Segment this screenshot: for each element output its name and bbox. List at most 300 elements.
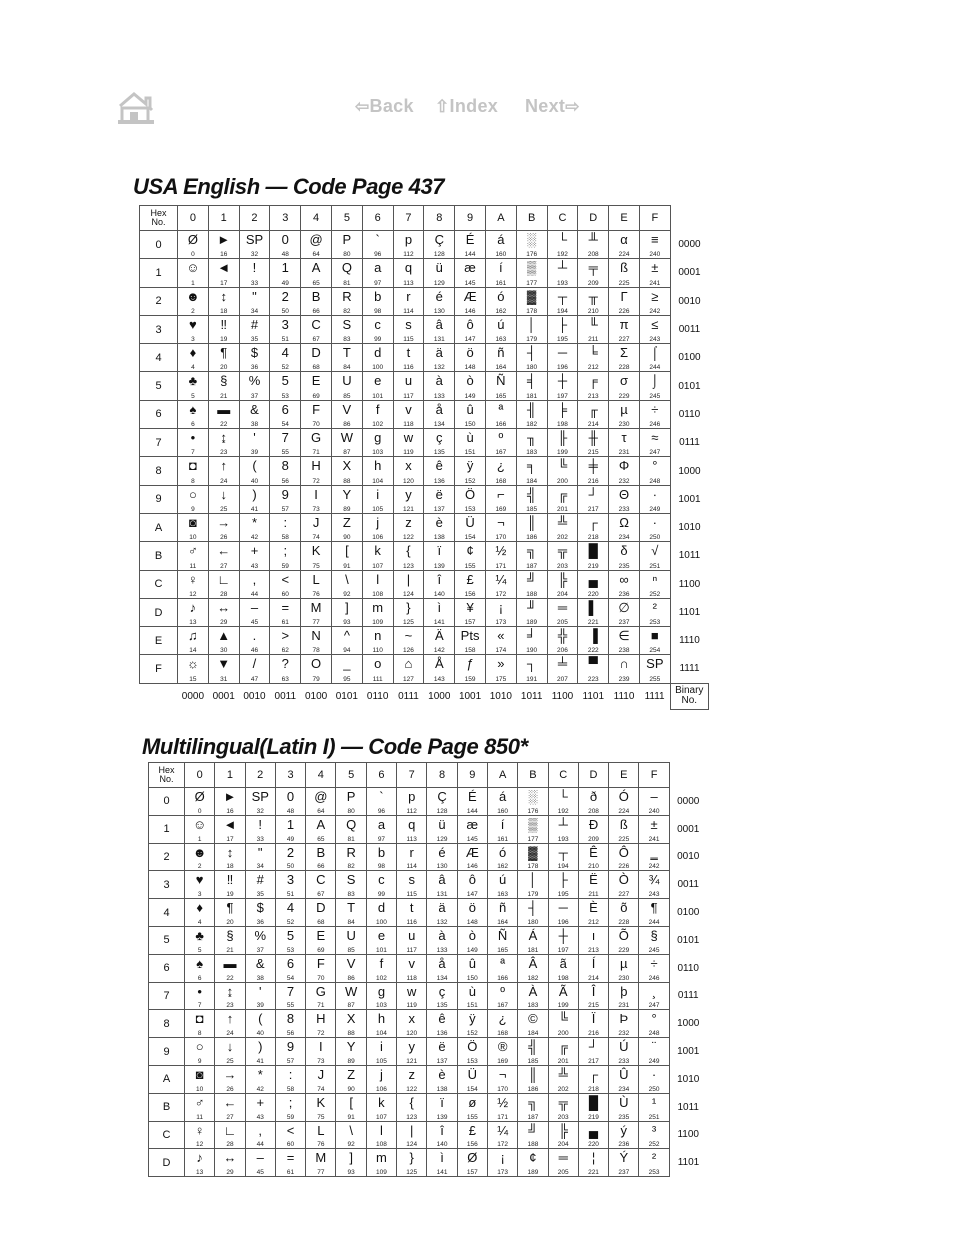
code-page-table [148, 762, 708, 1177]
character-glyph: – [650, 789, 658, 804]
decimal-code: 68 [312, 364, 320, 372]
decimal-code: 153 [464, 505, 476, 513]
decimal-code: 178 [527, 863, 539, 871]
character-cell [270, 598, 301, 626]
character-cell [516, 570, 547, 598]
character-cell [609, 843, 639, 871]
character-cell [485, 429, 516, 457]
character-glyph: Ñ [496, 373, 506, 389]
decimal-code: 18 [226, 863, 234, 871]
character-cell [487, 1065, 517, 1093]
decimal-code: 218 [588, 1085, 599, 1093]
character-cell [362, 429, 393, 457]
decimal-code: 19 [220, 336, 228, 344]
character-glyph: ▄ [588, 1122, 599, 1138]
character-cell [578, 259, 609, 287]
character-cell [485, 400, 516, 428]
decimal-code: 237 [618, 619, 630, 627]
decimal-code: 229 [618, 392, 630, 400]
character-cell [424, 655, 455, 683]
character-cell [457, 982, 487, 1010]
decimal-code: 132 [433, 364, 445, 372]
character-glyph: ¸ [651, 983, 657, 999]
character-cell [487, 954, 517, 982]
character-glyph: ☺ [186, 260, 200, 276]
character-cell [485, 231, 516, 259]
character-glyph: 0 [286, 789, 295, 804]
decimal-code: 185 [527, 1057, 539, 1065]
decimal-code: 59 [286, 1113, 295, 1121]
character-cell [578, 598, 609, 626]
character-glyph: à [438, 927, 446, 943]
column-hex-header: E [609, 206, 640, 231]
character-glyph: █ [588, 1094, 599, 1110]
character-glyph: « [497, 628, 505, 644]
character-glyph: ┤ [528, 900, 538, 916]
decimal-code: 124 [403, 590, 414, 598]
decimal-code: 70 [317, 974, 325, 982]
character-glyph: ¨ [651, 1039, 657, 1055]
decimal-code: 109 [376, 1169, 387, 1177]
character-cell [518, 926, 548, 954]
character-glyph: $ [250, 345, 259, 361]
column-hex-header: B [518, 763, 548, 788]
table-row [149, 1065, 708, 1093]
character-cell [547, 542, 578, 570]
character-cell [609, 627, 640, 655]
character-cell [487, 1149, 517, 1177]
character-glyph: m [372, 599, 384, 615]
character-cell [455, 372, 486, 400]
character-cell [178, 315, 209, 343]
decimal-code: 135 [436, 1002, 448, 1010]
character-glyph: SP [646, 656, 664, 672]
decimal-code: 244 [649, 364, 661, 372]
character-cell [301, 627, 332, 655]
character-glyph: Å [434, 656, 444, 672]
character-glyph: ( [258, 1011, 263, 1027]
character-glyph: b [377, 844, 386, 860]
character-glyph: u [408, 927, 416, 943]
character-glyph: l [379, 1122, 383, 1138]
character-cell [455, 231, 486, 259]
character-glyph: L [317, 1122, 325, 1138]
character-cell [547, 485, 578, 513]
character-glyph: Ê [589, 844, 598, 860]
character-cell [270, 287, 301, 315]
index-link[interactable] [435, 96, 498, 117]
decimal-code: 206 [557, 647, 568, 655]
character-glyph: ♪ [196, 1150, 203, 1166]
row-hex-header: 8 [149, 1010, 185, 1038]
character-cell [424, 315, 455, 343]
character-glyph: ↑ [226, 1011, 234, 1027]
character-cell [427, 871, 457, 899]
character-cell [336, 1121, 366, 1149]
decimal-code: 50 [281, 307, 289, 315]
decimal-code: 23 [220, 449, 228, 457]
decimal-code: 72 [312, 477, 320, 485]
table-row [149, 1121, 708, 1149]
decimal-code: 112 [406, 807, 417, 815]
character-glyph: ∙ [653, 486, 657, 502]
decimal-code: 140 [433, 590, 445, 598]
column-binary-label: 0100 [304, 691, 328, 702]
character-cell [306, 1149, 336, 1177]
character-glyph: ╗ [528, 1094, 538, 1110]
decimal-code: 32 [250, 251, 259, 259]
character-cell [578, 627, 609, 655]
character-cell [424, 231, 455, 259]
row-hex-header: 0 [149, 788, 185, 816]
character-cell [397, 899, 427, 927]
column-hex-header: E [609, 763, 639, 788]
character-cell [609, 1065, 639, 1093]
character-cell [366, 1065, 396, 1093]
character-glyph: └ [558, 789, 568, 804]
character-cell [336, 788, 366, 816]
decimal-code: 72 [317, 1030, 325, 1038]
column-hex-header: 7 [397, 763, 427, 788]
character-cell [547, 315, 578, 343]
character-glyph: ó [499, 844, 507, 860]
decimal-code: 28 [226, 1141, 234, 1149]
column-binary-label: 0110 [366, 691, 389, 702]
character-cell [487, 815, 517, 843]
decimal-code: 41 [250, 505, 259, 513]
back-arrow-icon: ⇦ [355, 97, 370, 116]
table-row [140, 344, 709, 372]
code-page-850-title: Multilingual(Latin I) — Code Page 850* [142, 734, 528, 759]
navigation-bar [0, 88, 954, 128]
character-glyph: p [404, 232, 413, 247]
table-row [140, 655, 709, 683]
character-glyph: F [316, 955, 325, 971]
character-glyph: T [347, 900, 356, 916]
column-hex-header: 7 [393, 206, 424, 231]
character-glyph: S [346, 872, 356, 888]
decimal-code: 133 [436, 946, 448, 954]
row-binary-label: 0100 [677, 907, 700, 919]
decimal-code: 50 [286, 863, 295, 871]
decimal-code: 67 [317, 891, 325, 899]
decimal-code: 176 [527, 807, 539, 815]
character-glyph: A [311, 260, 321, 276]
character-glyph: £ [466, 571, 474, 587]
character-cell [547, 287, 578, 315]
decimal-code: 20 [220, 364, 228, 372]
character-cell [457, 926, 487, 954]
character-glyph: . [252, 628, 257, 644]
character-cell [548, 1093, 578, 1121]
decimal-code: 95 [343, 675, 351, 683]
decimal-code: 57 [281, 505, 289, 513]
decimal-code: 213 [587, 392, 599, 400]
row-hex-header: 4 [140, 344, 178, 372]
decimal-code: 25 [226, 1057, 234, 1065]
character-glyph: # [256, 872, 264, 888]
character-glyph: y [408, 1039, 415, 1055]
character-cell [275, 899, 305, 927]
character-cell [208, 598, 239, 626]
character-glyph: X [346, 1011, 356, 1027]
decimal-code: 39 [256, 1002, 264, 1010]
next-label: Next [525, 96, 566, 116]
decimal-code: 90 [347, 1085, 355, 1093]
decimal-code: 6 [191, 421, 195, 429]
character-glyph: c [374, 316, 381, 332]
character-glyph: ╛ [527, 628, 537, 644]
character-glyph: ┐ [527, 656, 537, 672]
character-cell [516, 231, 547, 259]
character-cell [362, 259, 393, 287]
decimal-code: 25 [220, 505, 228, 513]
character-cell [578, 1093, 608, 1121]
character-cell [547, 259, 578, 287]
character-glyph: 5 [281, 373, 289, 389]
character-glyph: ) [258, 1039, 263, 1055]
decimal-code: 162 [497, 863, 509, 871]
character-glyph: ▲ [217, 628, 231, 644]
decimal-code: 29 [220, 619, 228, 627]
character-glyph: Ø [194, 789, 205, 804]
decimal-code: 53 [281, 392, 289, 400]
table-row [140, 570, 709, 598]
character-cell [609, 542, 640, 570]
character-glyph: Æ [463, 288, 477, 304]
decimal-code: 242 [649, 307, 661, 315]
character-cell [397, 843, 427, 871]
character-cell [366, 954, 396, 982]
character-cell [578, 1038, 608, 1066]
character-glyph: õ [620, 900, 628, 916]
character-cell [397, 1065, 427, 1093]
character-glyph: ╫ [588, 430, 598, 446]
decimal-code: 155 [464, 562, 476, 570]
decimal-code: 75 [317, 1113, 325, 1121]
decimal-code: 180 [526, 364, 538, 372]
decimal-code: 132 [436, 918, 448, 926]
decimal-code: 177 [526, 279, 538, 287]
decimal-code: 37 [256, 946, 264, 954]
decimal-code: 171 [497, 1113, 509, 1121]
decimal-code: 128 [433, 251, 445, 259]
character-cell [215, 1038, 245, 1066]
code-page-437-table-section [139, 205, 709, 710]
table-row [140, 315, 709, 343]
character-cell [485, 485, 516, 513]
home-icon[interactable] [116, 90, 156, 126]
character-glyph: D [311, 345, 321, 361]
decimal-code: 208 [588, 807, 599, 815]
character-cell [306, 815, 336, 843]
character-cell [578, 1121, 608, 1149]
decimal-code: 205 [557, 1169, 569, 1177]
decimal-code: 189 [526, 619, 538, 627]
character-glyph: # [250, 316, 259, 332]
character-glyph: è [438, 1066, 446, 1082]
decimal-code: 13 [196, 1169, 204, 1177]
character-glyph: s [405, 316, 412, 332]
decimal-code: 230 [618, 421, 630, 429]
row-binary-label: 1101 [678, 607, 701, 618]
decimal-code: 37 [250, 392, 259, 400]
character-glyph: x [405, 458, 412, 474]
decimal-code: 122 [406, 1085, 418, 1093]
decimal-code: 27 [220, 562, 228, 570]
character-cell [457, 815, 487, 843]
character-glyph: è [435, 514, 443, 530]
character-glyph: d [377, 900, 386, 916]
character-glyph: k [378, 1094, 385, 1110]
character-cell [393, 259, 424, 287]
character-cell [245, 1038, 275, 1066]
character-cell [185, 1149, 215, 1177]
decimal-code: 250 [648, 1085, 660, 1093]
decimal-code: 150 [464, 421, 476, 429]
next-link[interactable] [525, 96, 580, 117]
decimal-code: 12 [189, 590, 197, 598]
character-cell [366, 1121, 396, 1149]
character-glyph: ▀ [588, 656, 598, 672]
decimal-code: 148 [464, 364, 476, 372]
decimal-code: 51 [281, 336, 289, 344]
character-glyph: ø [468, 1094, 477, 1110]
character-cell [518, 788, 548, 816]
decimal-code: 162 [495, 307, 507, 315]
character-cell [301, 655, 332, 683]
character-glyph: ' [259, 983, 262, 999]
character-glyph: > [281, 628, 290, 644]
character-cell [215, 1121, 245, 1149]
character-glyph: ∟ [223, 1122, 237, 1138]
character-glyph: Θ [618, 486, 630, 502]
decimal-code: 202 [557, 1085, 569, 1093]
character-cell [185, 871, 215, 899]
decimal-code: 255 [649, 675, 661, 683]
character-cell [393, 457, 424, 485]
character-glyph: Ö [465, 486, 476, 502]
character-glyph: L [312, 571, 320, 587]
character-glyph: ▐ [588, 628, 598, 644]
character-cell [275, 926, 305, 954]
character-glyph: ░ [528, 789, 538, 804]
character-cell [609, 982, 639, 1010]
decimal-code: 220 [588, 1141, 599, 1149]
character-glyph: ë [435, 486, 443, 502]
character-cell [485, 542, 516, 570]
character-glyph: æ [466, 816, 479, 832]
character-cell [487, 871, 517, 899]
decimal-code: 9 [197, 1057, 202, 1065]
index-arrow-icon: ⇧ [435, 97, 450, 116]
character-glyph: â [435, 316, 443, 332]
character-glyph: ◙ [195, 1066, 204, 1082]
character-cell [485, 259, 516, 287]
decimal-code: 90 [343, 534, 351, 542]
character-cell [270, 400, 301, 428]
character-glyph: 8 [286, 1011, 295, 1027]
character-cell [301, 429, 332, 457]
row-binary-label: 0011 [677, 879, 699, 891]
character-cell [331, 570, 362, 598]
character-glyph: 6 [281, 401, 289, 417]
character-cell [239, 513, 270, 541]
decimal-code: 160 [495, 251, 507, 259]
character-cell [547, 598, 578, 626]
character-glyph: 1 [286, 816, 295, 832]
character-cell [270, 231, 301, 259]
decimal-code: 144 [466, 807, 478, 815]
character-glyph: ⁿ [652, 571, 658, 587]
character-cell [178, 231, 209, 259]
character-cell [393, 287, 424, 315]
back-link[interactable] [355, 96, 414, 117]
character-cell [424, 485, 455, 513]
character-cell [609, 1149, 639, 1177]
decimal-code: 52 [286, 918, 295, 926]
character-glyph: % [254, 927, 267, 943]
character-cell [185, 1038, 215, 1066]
character-glyph: ♥ [195, 872, 204, 888]
column-binary-label: 0000 [181, 691, 205, 702]
character-cell [424, 513, 455, 541]
decimal-code: 74 [312, 534, 320, 542]
character-cell [457, 1065, 487, 1093]
character-glyph: é [435, 288, 443, 304]
character-glyph: ∩ [619, 656, 629, 672]
character-glyph: ♠ [196, 955, 204, 971]
row-binary-label: 0011 [678, 324, 701, 336]
binary-no-label [670, 683, 708, 709]
decimal-code: 113 [406, 835, 417, 843]
character-cell [639, 1010, 669, 1038]
decimal-code: 205 [557, 619, 568, 627]
row-hex-header: A [140, 513, 178, 541]
character-cell [215, 982, 245, 1010]
decimal-code: 49 [281, 279, 289, 287]
column-hex-header: A [487, 763, 517, 788]
character-cell [455, 485, 486, 513]
character-cell [455, 287, 486, 315]
character-glyph: I [314, 486, 318, 502]
character-cell [427, 1065, 457, 1093]
character-glyph: / [252, 656, 257, 672]
decimal-code: 200 [557, 477, 568, 485]
character-glyph: ò [466, 373, 474, 389]
character-glyph: s [408, 872, 415, 888]
character-glyph: ╬ [557, 628, 568, 644]
character-cell [487, 982, 517, 1010]
character-glyph: [ [349, 1094, 353, 1110]
character-cell [239, 570, 270, 598]
character-cell [178, 344, 209, 372]
character-glyph: ∈ [618, 628, 630, 644]
character-glyph: ß [619, 816, 628, 832]
character-glyph: : [288, 1066, 293, 1082]
character-glyph: n [374, 628, 382, 644]
decimal-code: 225 [618, 835, 630, 843]
character-glyph: ⌂ [404, 656, 413, 672]
decimal-code: 47 [250, 675, 259, 683]
character-cell [245, 926, 275, 954]
character-glyph: ╝ [527, 571, 537, 587]
row-hex-header: B [149, 1093, 185, 1121]
character-glyph: O [311, 656, 322, 672]
character-glyph: R [346, 844, 356, 860]
decimal-code: 167 [495, 449, 507, 457]
decimal-code: 188 [527, 1141, 539, 1149]
